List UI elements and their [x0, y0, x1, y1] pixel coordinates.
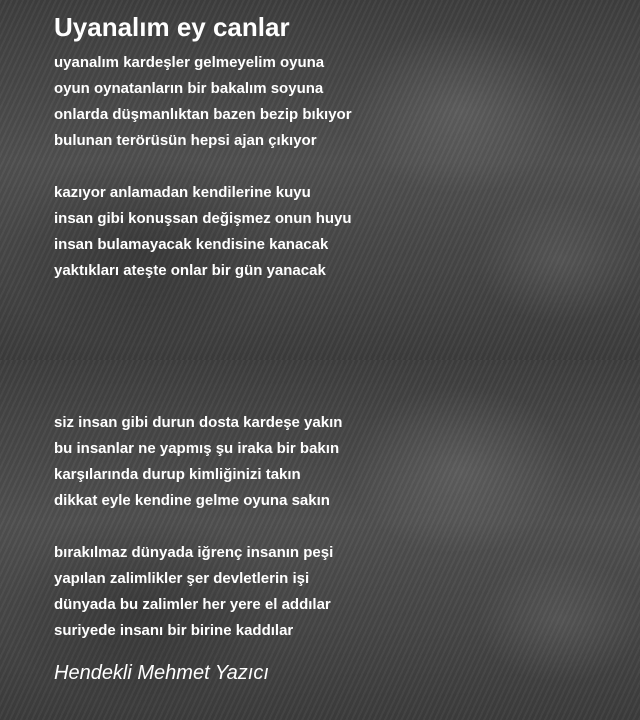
poem-line: onlarda düşmanlıktan bazen bezip bıkıyor	[54, 106, 352, 123]
poem-line: suriyede insanı bir birine kaddılar	[54, 622, 294, 639]
poem-line: karşılarında durup kimliğinizi takın	[54, 466, 301, 483]
poem-line: bu insanlar ne yapmış şu iraka bir bakın	[54, 440, 340, 457]
poem-line: dünyada bu zalimler her yere el addılar	[54, 596, 331, 613]
poem-line: insan gibi konuşsan değişmez onun huyu	[54, 210, 352, 227]
poem-title: Uyanalım ey canlar	[54, 12, 290, 42]
poem-line: bırakılmaz dünyada iğrenç insanın peşi	[54, 544, 334, 561]
stanza	[54, 540, 333, 644]
stanza	[54, 180, 352, 284]
poem-line: kazıyor anlamadan kendilerine kuyu	[54, 184, 311, 201]
poem-line: bulunan terörüsün hepsi ajan çıkıyor	[54, 132, 317, 149]
poem-line: insan bulamayacak kendisine kanacak	[54, 236, 329, 253]
stanza	[54, 410, 342, 514]
poem-line: dikkat eyle kendine gelme oyuna sakın	[54, 492, 330, 509]
poem-line: yaktıkları ateşte onlar bir gün yanacak	[54, 262, 326, 279]
stanza	[54, 50, 352, 154]
poem-author: Hendekli Mehmet Yazıcı	[54, 662, 269, 684]
poem-line: yapılan zalimlikler şer devletlerin işi	[54, 570, 310, 587]
poem-line: siz insan gibi durun dosta kardeşe yakın	[54, 414, 343, 431]
poem-line: oyun oynatanların bir bakalım soyuna	[54, 80, 324, 97]
poem-line: uyanalım kardeşler gelmeyelim oyuna	[54, 54, 325, 71]
